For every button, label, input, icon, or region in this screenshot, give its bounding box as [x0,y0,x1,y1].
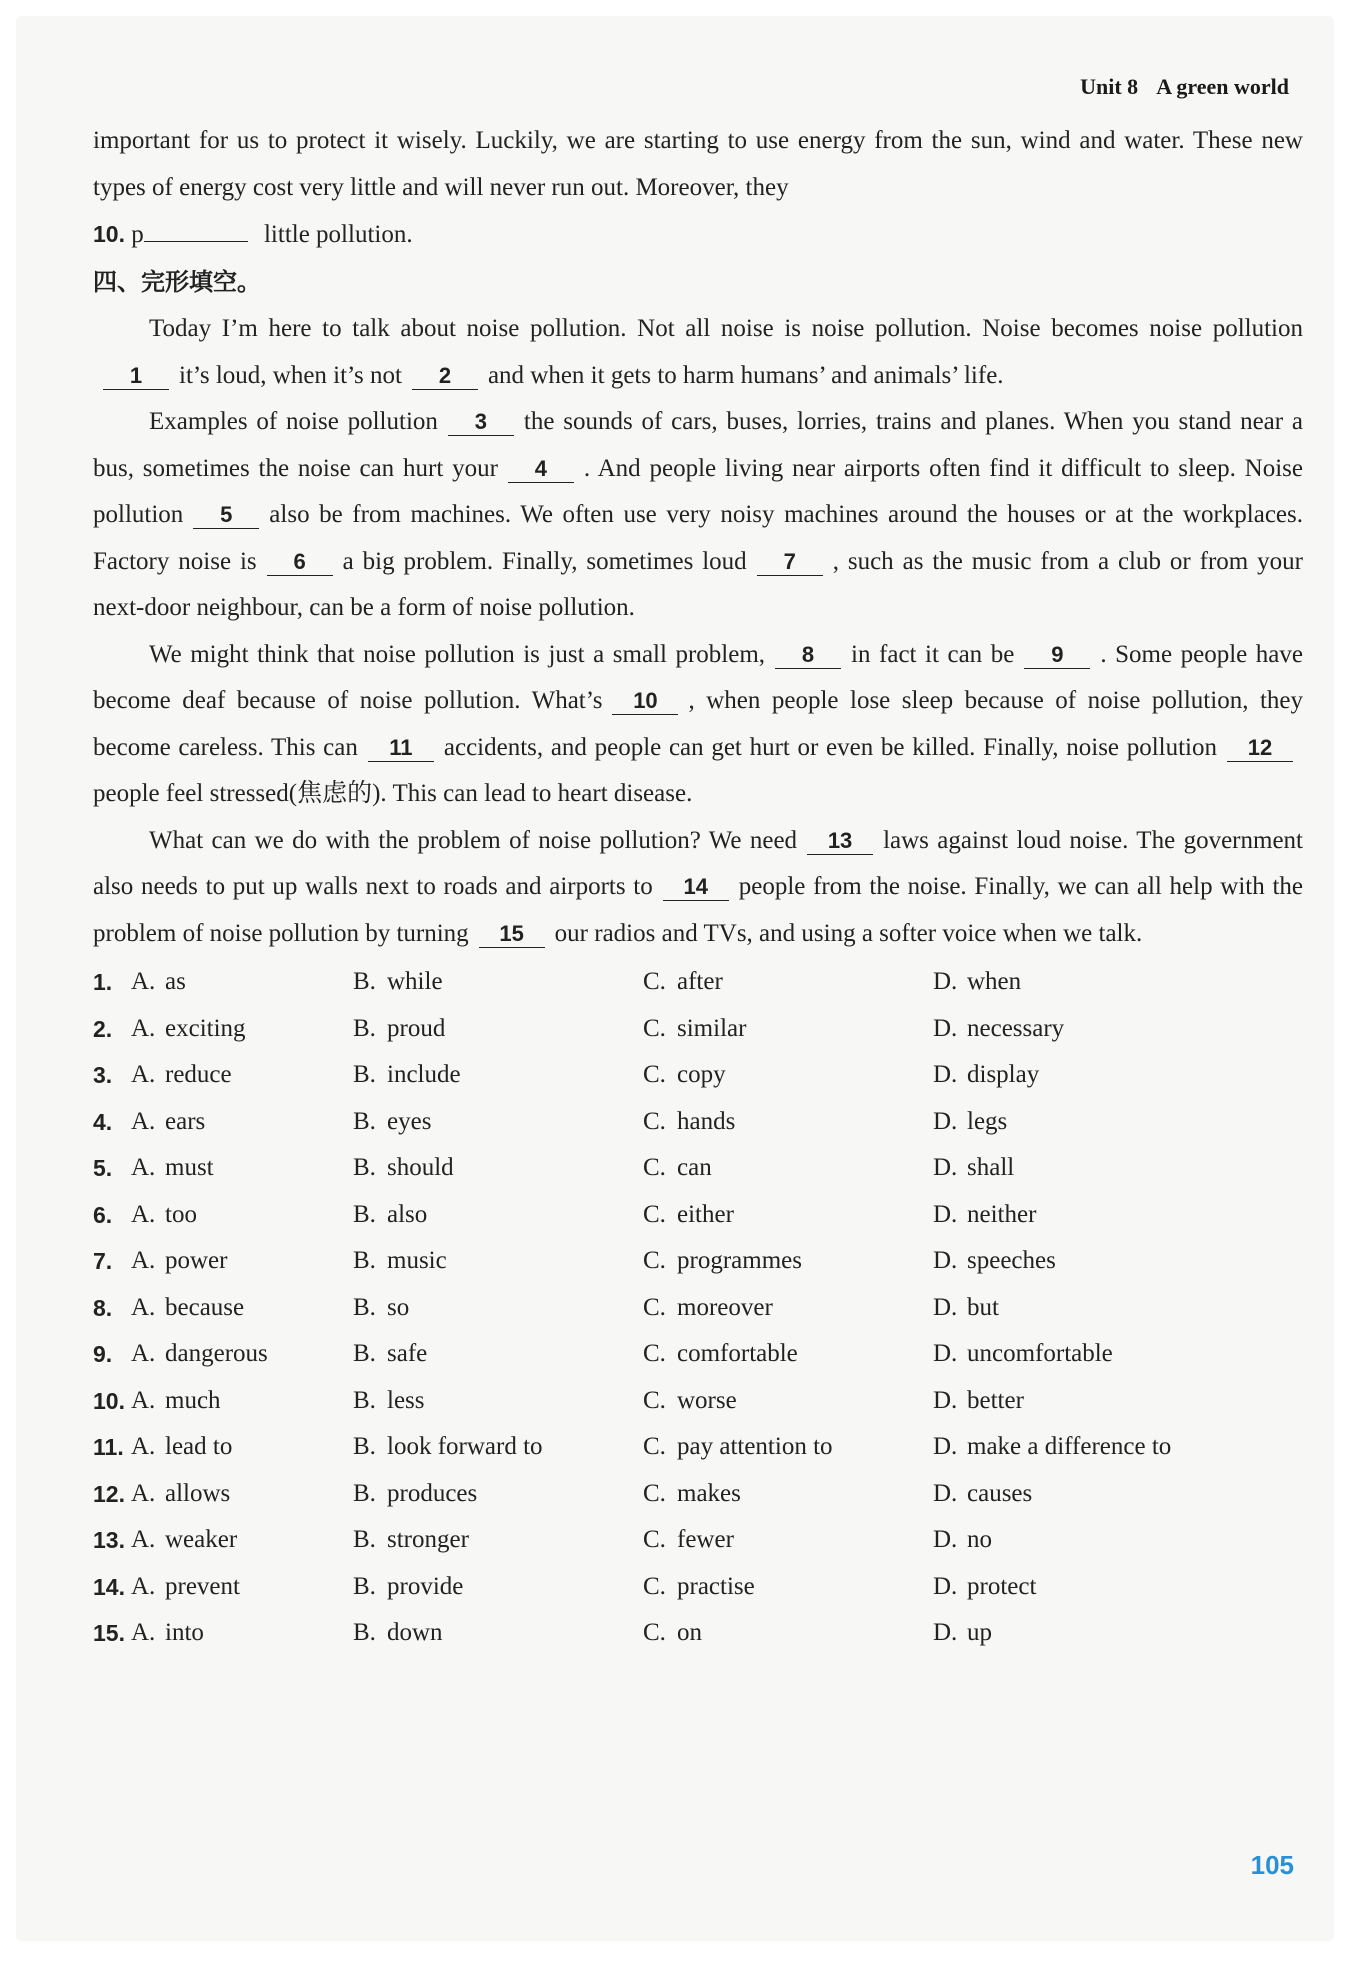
option-text: provide [387,1572,464,1600]
option-c[interactable] [643,1471,933,1518]
option-letter: B. [353,1061,376,1088]
option-letter: C. [643,1479,666,1507]
option-letter: B. [353,1572,376,1600]
option-text: shall [967,1154,1015,1181]
cloze-blank[interactable]: 10 [612,688,678,715]
passage-paragraph-4 [93,818,1303,958]
option-a[interactable] [131,1192,353,1239]
option-text: music [387,1247,447,1274]
option-a[interactable] [131,1145,353,1192]
passage-text: . Some people have become deaf because of noise pollution. What’s [93,640,1303,714]
option-letter: A. [131,1619,156,1646]
passage-text: also be from machines. We often use very noisy machines around the houses or at the workplaces. Factory noise is [93,501,1303,575]
option-letter: D. [933,1386,958,1414]
option-letter: A. [131,1014,156,1042]
option-question-number: 11. [93,1434,124,1460]
option-text: less [387,1386,425,1414]
option-text: hands [677,1107,736,1135]
option-c[interactable] [643,1006,933,1053]
option-letter: C. [643,968,666,995]
option-letter: D. [933,1340,958,1367]
option-d[interactable] [933,1331,1233,1378]
option-row [93,1052,1303,1099]
option-a[interactable] [131,1331,353,1378]
option-letter: A. [131,1479,156,1507]
option-letter: C. [643,1107,666,1135]
option-question-number: 14. [93,1573,125,1600]
option-text: include [387,1061,461,1088]
section-title [93,259,1303,307]
option-text: protect [967,1572,1037,1600]
question-suffix: little pollution. [263,221,413,248]
option-c[interactable] [643,1145,933,1192]
cloze-blank[interactable]: 8 [775,642,841,669]
option-a[interactable] [131,1099,353,1146]
option-letter: A. [131,968,156,995]
option-letter: A. [131,1154,156,1181]
passage-paragraph-1 [93,306,1303,399]
option-question-number: 3. [93,1062,113,1088]
option-text: worse [677,1386,737,1414]
answer-blank[interactable] [144,241,248,242]
option-letter: D. [933,1433,958,1460]
option-text: speeches [967,1247,1056,1274]
passage-text: Today I’m here to talk about noise pollution. Not all noise is noise pollution. Noise becomes noise pollution [149,315,1303,342]
passage-paragraph-3 [93,632,1303,818]
option-question-number: 9. [93,1341,113,1367]
option-letter: B. [353,1386,376,1414]
option-text: so [387,1293,410,1321]
passage-text: , such as the music from a club or from your next-door neighbour, can be a form of noise pollution. [93,547,1303,621]
option-d[interactable] [933,1099,1233,1146]
option-b[interactable] [353,1378,643,1425]
option-letter: D. [933,1154,958,1181]
option-text: allows [165,1479,231,1507]
option-a[interactable] [131,1564,353,1611]
option-letter: D. [933,1247,958,1274]
option-b[interactable] [353,1285,643,1332]
option-text: because [165,1293,245,1321]
cloze-blank[interactable]: 12 [1227,735,1293,762]
option-d[interactable] [933,959,1233,1006]
option-text: make a difference to [967,1433,1172,1460]
option-question-number: 5. [93,1155,113,1181]
option-question-number: 2. [93,1015,113,1042]
option-text: reduce [165,1061,232,1088]
option-letter: D. [933,1572,958,1600]
option-d[interactable] [933,1610,1233,1657]
option-text: proud [387,1014,446,1042]
option-letter: C. [643,1340,666,1367]
option-text: eyes [387,1107,432,1135]
option-c[interactable] [643,1192,933,1239]
page-content [93,118,1303,1657]
option-text: look forward to [387,1433,543,1460]
option-c[interactable] [643,959,933,1006]
option-a[interactable] [131,1424,353,1471]
option-b[interactable] [353,1006,643,1053]
option-question-number: 13. [93,1527,125,1553]
option-text: while [387,968,443,995]
option-text: programmes [677,1247,802,1274]
option-text: much [165,1386,221,1414]
option-text: after [677,968,723,995]
option-letter: C. [643,1526,666,1553]
option-c[interactable] [643,1378,933,1425]
passage-text: , when people lose sleep because of noise pollution, they become careless. This can [93,687,1304,761]
option-b[interactable] [353,1331,643,1378]
option-letter: A. [131,1293,156,1321]
option-text: fewer [677,1526,734,1553]
option-question-number: 10. [93,1387,125,1414]
option-d[interactable] [933,1052,1233,1099]
question-prefix: p [131,221,144,248]
passage-text: laws against loud noise. The government also needs to put up walls next to roads and airports to [93,826,1303,900]
cloze-blank[interactable]: 14 [663,874,729,901]
option-text: ears [165,1107,206,1135]
option-letter: D. [933,1014,958,1042]
option-text: safe [387,1340,428,1367]
option-row [93,1192,1303,1239]
option-text: legs [967,1107,1008,1135]
option-text: weaker [165,1526,238,1553]
option-d[interactable] [933,1424,1233,1471]
option-c[interactable] [643,1610,933,1657]
passage-text: We might think that noise pollution is just a small problem, [149,640,766,668]
options-list [93,959,1303,1657]
cloze-blank[interactable]: 5 [193,502,259,529]
option-c[interactable] [643,1331,933,1378]
option-letter: B. [353,968,376,995]
option-a[interactable] [131,1517,353,1564]
option-letter: C. [643,1386,666,1414]
option-question-number: 7. [93,1248,113,1274]
option-letter: B. [353,1433,376,1460]
option-letter: B. [353,1526,376,1553]
option-d[interactable] [933,1471,1233,1518]
passage-text: people feel stressed(焦虑的). This can lead to heart disease. [93,780,693,807]
cloze-blank[interactable]: 2 [412,363,478,390]
option-text: practise [677,1572,755,1600]
option-b[interactable] [353,1610,643,1657]
cloze-blank[interactable]: 9 [1024,642,1090,669]
option-d[interactable] [933,1006,1233,1053]
option-letter: D. [933,1200,958,1228]
option-text: on [677,1619,702,1646]
option-b[interactable] [353,1424,643,1471]
option-letter: B. [353,1340,376,1367]
option-letter: C. [643,1572,666,1600]
option-c[interactable] [643,1052,933,1099]
option-letter: D. [933,1619,958,1646]
option-d[interactable] [933,1192,1233,1239]
option-text: causes [967,1479,1033,1507]
option-text: no [967,1526,992,1553]
option-letter: C. [643,1247,666,1274]
option-row [93,1564,1303,1611]
option-letter: C. [643,1154,666,1181]
option-row [93,1006,1303,1053]
passage-text: the sounds of cars, buses, lorries, trains and planes. When you stand near a bus, sometimes the noise can hurt your [93,408,1304,482]
option-text: stronger [387,1526,469,1553]
passage-text: in fact it can be [851,640,1015,668]
passage-text: people from the noise. Finally, we can all help with the problem of noise pollution by turning [93,873,1303,947]
option-text: makes [677,1479,741,1507]
option-row [93,1424,1303,1471]
option-letter: C. [643,1433,666,1460]
passage-text: Examples of noise pollution [149,408,438,435]
option-letter: D. [933,1293,958,1321]
passage-text: and when it gets to harm humans’ and animals’ life. [487,361,1004,389]
option-question-number: 1. [93,969,113,995]
option-question-number: 4. [93,1108,113,1135]
cloze-blank[interactable]: 7 [757,549,823,576]
cloze-blank[interactable]: 11 [368,735,434,762]
option-row [93,1471,1303,1518]
option-text: exciting [165,1014,246,1042]
option-a[interactable] [131,1052,353,1099]
intro-paragraph [93,118,1303,259]
option-question-number: 15. [93,1620,125,1646]
option-letter: A. [131,1061,156,1088]
option-letter: B. [353,1247,376,1274]
option-text: uncomfortable [967,1340,1113,1367]
option-letter: D. [933,1061,958,1088]
cloze-blank[interactable]: 3 [448,409,514,436]
option-text: can [677,1154,712,1181]
option-a[interactable] [131,1610,353,1657]
section-heading: 四、完形填空。 [93,267,261,296]
cloze-blank[interactable]: 15 [479,921,545,948]
option-c[interactable] [643,1517,933,1564]
option-d[interactable] [933,1145,1233,1192]
option-letter: B. [353,1200,376,1228]
option-row [93,1145,1303,1192]
option-letter: A. [131,1340,156,1367]
passage-text: . And people living near airports often find it difficult to sleep. Noise pollution [93,454,1304,528]
option-letter: C. [643,1061,666,1088]
option-a[interactable] [131,959,353,1006]
option-letter: C. [643,1619,666,1646]
option-text: also [387,1200,428,1228]
option-row [93,1610,1303,1657]
option-question-number: 8. [93,1294,113,1321]
option-a[interactable] [131,1471,353,1518]
option-d[interactable] [933,1285,1233,1332]
option-text: when [967,968,1022,995]
option-letter: B. [353,1154,376,1181]
page-number: 105 [1250,1850,1294,1880]
option-d[interactable] [933,1564,1233,1611]
option-letter: C. [643,1014,666,1042]
option-letter: A. [131,1107,156,1135]
passage-text: a big problem. Finally, sometimes loud [342,547,747,575]
option-letter: B. [353,1479,376,1507]
option-a[interactable] [131,1006,353,1053]
option-text: pay attention to [677,1433,833,1460]
option-letter: B. [353,1107,376,1135]
option-letter: A. [131,1247,156,1274]
option-text: prevent [165,1572,240,1600]
passage-text: our radios and TVs, and using a softer voice when we talk. [554,919,1143,947]
option-b[interactable] [353,1052,643,1099]
option-row [93,1285,1303,1332]
page-header [1080,74,1289,100]
option-b[interactable] [353,1238,643,1285]
cloze-blank[interactable]: 1 [103,363,169,390]
option-text: comfortable [677,1340,798,1367]
intro-text: important for us to protect it wisely. Luckily, we are starting to use energy from the sun, wind and water. These new types of energy cost very little and will never run out. Moreover, they [93,127,1303,201]
passage-paragraph-2 [93,399,1303,632]
option-text: must [165,1154,214,1181]
option-c[interactable] [643,1285,933,1332]
option-text: dangerous [165,1340,268,1367]
option-row [93,959,1303,1006]
unit-title: A green world [1156,74,1289,99]
option-text: power [165,1247,228,1274]
option-text: but [967,1293,999,1321]
option-row [93,1238,1303,1285]
option-text: as [165,968,186,995]
option-a[interactable] [131,1238,353,1285]
option-letter: A. [131,1572,156,1600]
option-a[interactable] [131,1285,353,1332]
option-a[interactable] [131,1378,353,1425]
cloze-blank[interactable]: 13 [807,828,873,855]
option-text: neither [967,1200,1037,1228]
option-text: similar [677,1014,747,1042]
option-text: should [387,1154,454,1181]
option-text: up [967,1619,992,1646]
option-b[interactable] [353,1099,643,1146]
option-text: necessary [967,1014,1065,1042]
option-b[interactable] [353,1145,643,1192]
option-text: better [967,1386,1024,1414]
option-b[interactable] [353,1192,643,1239]
option-d[interactable] [933,1517,1233,1564]
option-question-number: 12. [93,1480,125,1507]
option-c[interactable] [643,1564,933,1611]
option-text: lead to [165,1433,233,1460]
option-letter: D. [933,968,958,995]
option-letter: D. [933,1107,958,1135]
unit-label: Unit 8 [1080,74,1139,99]
cloze-blank[interactable]: 6 [267,549,333,576]
option-letter: B. [353,1293,376,1321]
option-d[interactable] [933,1378,1233,1425]
option-row [93,1517,1303,1564]
question-number: 10. [93,221,125,247]
option-row [93,1099,1303,1146]
passage-text: it’s loud, when it’s not [179,361,402,389]
option-b[interactable] [353,959,643,1006]
option-row [93,1331,1303,1378]
option-letter: D. [933,1479,958,1507]
option-letter: D. [933,1526,958,1553]
option-text: display [967,1061,1040,1088]
passage-text: accidents, and people can get hurt or even be killed. Finally, noise pollution [443,733,1217,761]
option-text: down [387,1619,443,1646]
option-letter: C. [643,1293,666,1321]
option-row [93,1378,1303,1425]
option-b[interactable] [353,1471,643,1518]
option-letter: B. [353,1014,376,1042]
option-c[interactable] [643,1424,933,1471]
option-question-number: 6. [93,1201,113,1228]
option-text: produces [387,1479,478,1507]
option-text: moreover [677,1293,773,1321]
option-text: into [165,1619,204,1646]
option-letter: A. [131,1433,156,1460]
option-b[interactable] [353,1564,643,1611]
option-text: either [677,1200,734,1228]
option-c[interactable] [643,1099,933,1146]
option-letter: A. [131,1526,156,1553]
workbook-page [16,16,1334,1941]
option-c[interactable] [643,1238,933,1285]
cloze-blank[interactable]: 4 [508,456,574,483]
option-letter: A. [131,1200,156,1228]
option-letter: C. [643,1200,666,1228]
option-letter: B. [353,1619,376,1646]
option-letter: A. [131,1386,156,1414]
option-b[interactable] [353,1517,643,1564]
option-d[interactable] [933,1238,1233,1285]
passage-text: What can we do with the problem of noise pollution? We need [149,826,798,854]
option-text: copy [677,1061,726,1088]
option-text: too [165,1200,197,1228]
